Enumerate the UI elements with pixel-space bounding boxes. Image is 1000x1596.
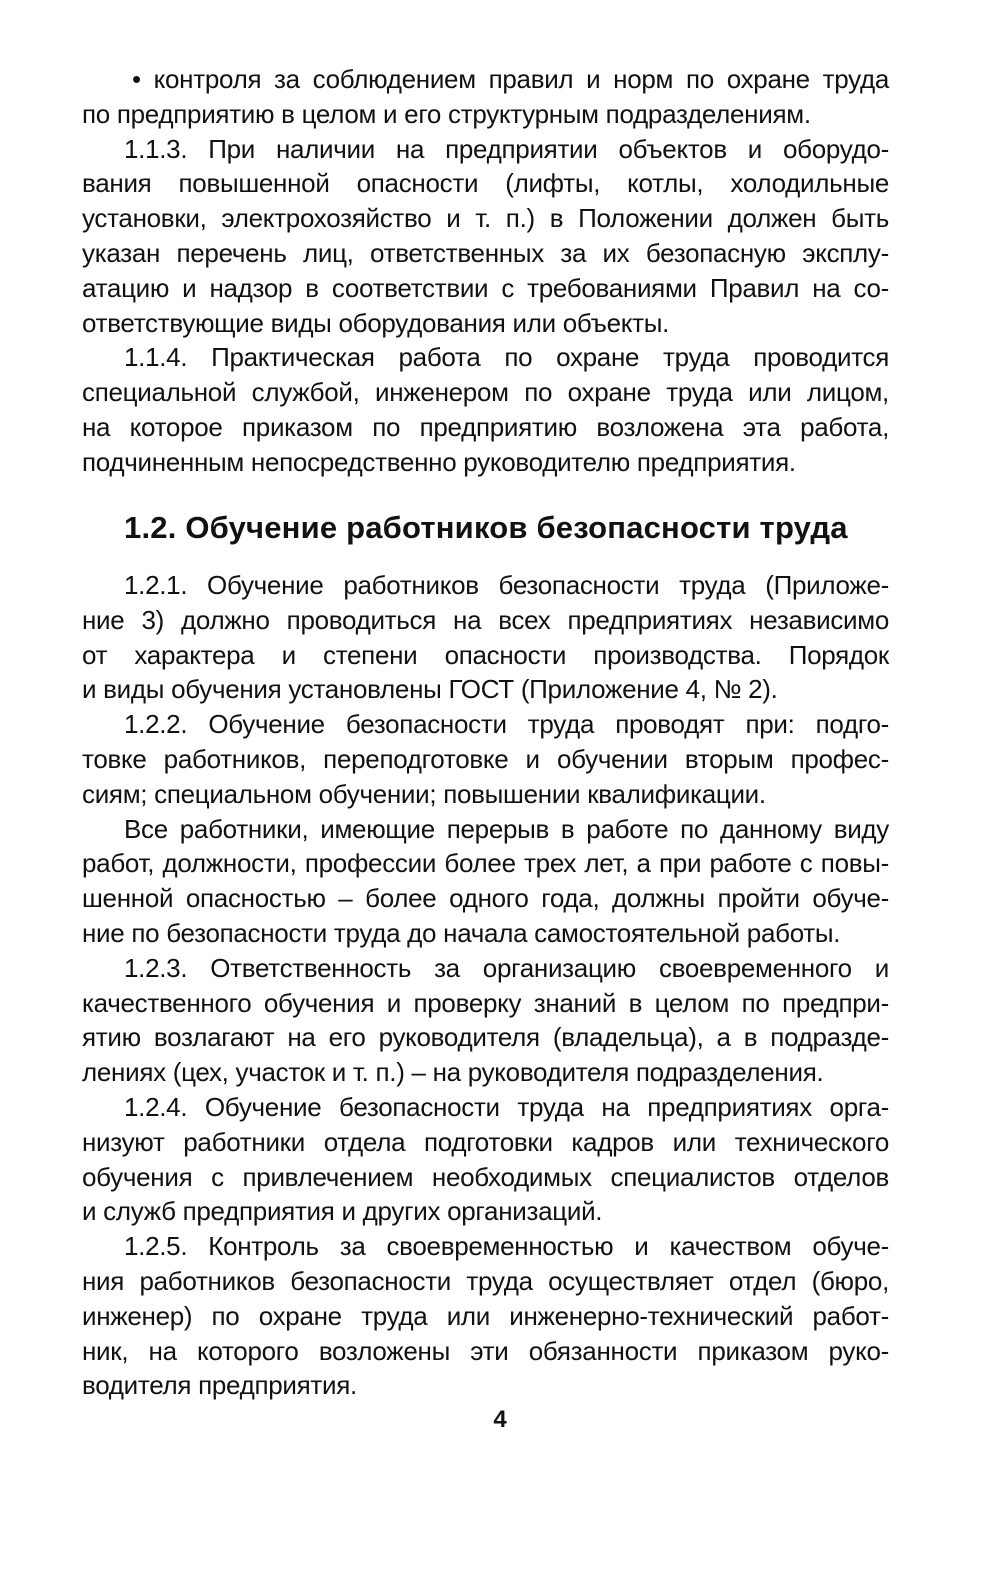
text-line: 1.2.5. Контроль за своевременностью и качеством обуче- xyxy=(124,1231,889,1262)
text-line: 1.1.3. При наличии на предприятии объектов и оборудо- xyxy=(124,133,889,164)
paragraph-bullet-control xyxy=(82,62,889,132)
text-line: ятию возлагают на его руководителя (владельца), а в подразде- xyxy=(82,1022,889,1053)
paragraph-1-1-3 xyxy=(82,132,889,341)
top-text-block xyxy=(82,62,889,480)
text-line: • контроля за соблюдением правил и норм по охране труда xyxy=(132,64,889,94)
section-heading: 1.2. Обучение работников безопасности труда xyxy=(124,510,848,545)
text-line: указан перечень лиц, ответственных за их безопасную эксплу- xyxy=(82,237,889,268)
text-line: 1.2.2. Обучение безопасности труда проводят при: подго- xyxy=(124,709,889,740)
text-line: 1.2.1. Обучение работников безопасности труда (Приложе- xyxy=(124,570,889,600)
text-line: вания повышенной опасности (лифты, котлы, холодильные xyxy=(82,168,889,199)
text-line: инженер) по охране труда или инженерно-технический работ- xyxy=(82,1300,889,1331)
text-line: ник, на которого возложены эти обязанности приказом руко- xyxy=(82,1335,889,1366)
text-line: ния работников безопасности труда осуществляет отдел (бюро, xyxy=(82,1265,889,1296)
text-line: ние 3) должно проводиться на всех предприятиях независимо xyxy=(82,604,889,635)
page-number: 4 xyxy=(493,1406,507,1433)
text-line: обучения с привлечением необходимых специалистов отделов xyxy=(82,1161,889,1192)
text-line: специальной службой, инженером по охране труда или лицом, xyxy=(82,377,889,408)
text-line: от характера и степени опасности производства. Порядок xyxy=(82,639,889,670)
text-line: низуют работники отдела подготовки кадров или технического xyxy=(82,1126,889,1157)
paragraph-all-workers xyxy=(82,812,889,951)
paragraph-1-2-3 xyxy=(82,951,889,1090)
text-line: ответствующие виды оборудования или объекты. xyxy=(82,307,670,338)
text-line: 1.1.4. Практическая работа по охране труда проводится xyxy=(124,342,889,373)
text-line: установки, электрохозяйство и т. п.) в Положении должен быть xyxy=(82,203,889,234)
paragraph-1-2-4 xyxy=(82,1090,889,1229)
text-line: и служб предприятия и других организаций. xyxy=(82,1196,603,1227)
text-line: Все работники, имеющие перерыв в работе по данному виду xyxy=(124,813,889,844)
paragraph-1-1-4 xyxy=(82,340,889,479)
text-line: на которое приказом по предприятию возложена эта работа, xyxy=(82,411,889,442)
text-line: и виды обучения установлены ГОСТ (Приложение 4, № 2). xyxy=(82,674,778,705)
text-line: товке работников, переподготовке и обучении вторым профес- xyxy=(82,743,889,774)
text-line: 1.2.4. Обучение безопасности труда на предприятиях орга- xyxy=(124,1091,889,1122)
paragraph-1-2-2 xyxy=(82,707,889,811)
text-line: качественного обучения и проверку знаний в целом по предпри- xyxy=(82,987,889,1018)
text-line: водителя предприятия. xyxy=(82,1370,357,1401)
text-line: 1.2.3. Ответственность за организацию своевременного и xyxy=(124,952,889,983)
paragraph-1-2-1 xyxy=(82,568,889,707)
text-line: работ, должности, профессии более трех лет, а при работе с повы- xyxy=(82,848,889,879)
text-line: сиям; специальном обучении; повышении квалификации. xyxy=(82,778,766,809)
text-line: атацию и надзор в соответствии с требованиями Правил на со- xyxy=(82,272,889,303)
section-text-block xyxy=(82,568,889,1403)
text-line: подчиненным непосредственно руководителю предприятия. xyxy=(82,446,796,477)
text-line: лениях (цех, участок и т. п.) – на руководителя подразделения. xyxy=(82,1057,824,1088)
text-line: по предприятию в целом и его структурным подразделениям. xyxy=(82,98,811,129)
text-line: ние по безопасности труда до начала самостоятельной работы. xyxy=(82,917,841,948)
paragraph-1-2-5 xyxy=(82,1229,889,1403)
text-line: шенной опасностью – более одного года, должны пройти обуче- xyxy=(82,883,889,914)
